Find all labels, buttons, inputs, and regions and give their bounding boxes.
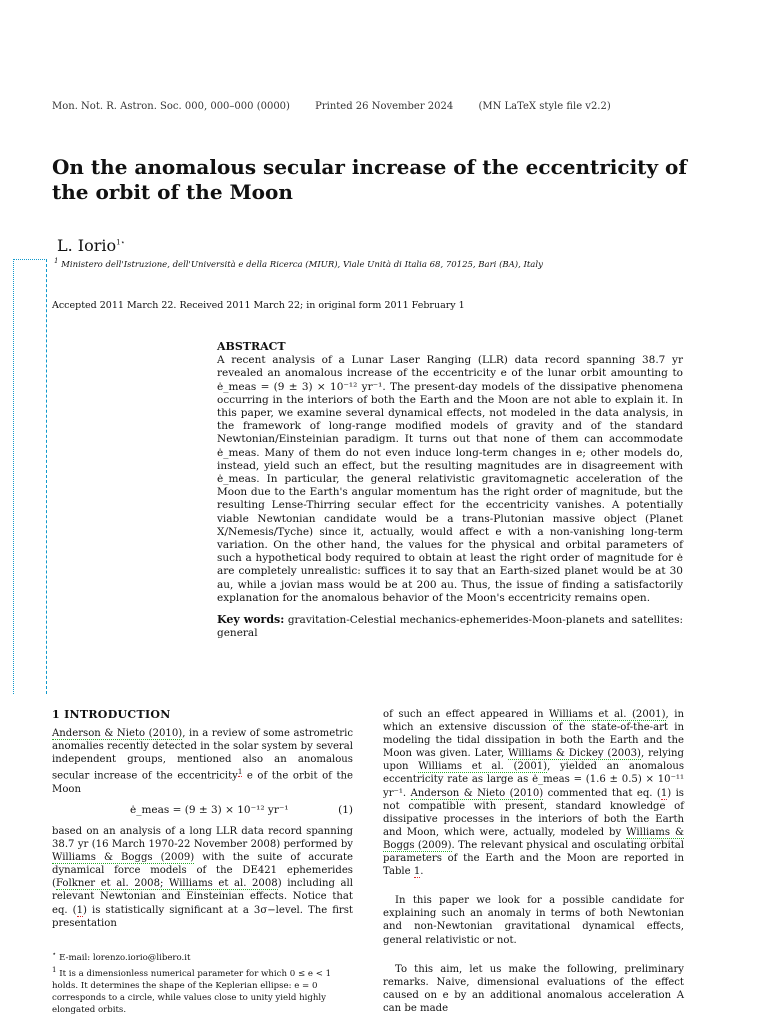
citation-link[interactable]: Williams & Boggs (2009) xyxy=(383,826,684,851)
section-heading: 1 INTRODUCTION xyxy=(52,708,171,721)
text-run: . The relevant physical and osculating orbital parameters of the Earth and the Moon are reported in Table xyxy=(383,839,684,878)
author-name: L. Iorio xyxy=(57,236,117,255)
margin-link-box[interactable] xyxy=(13,259,47,694)
equation-body: ė_meas = (9 ± 3) × 10⁻¹² yr⁻¹ xyxy=(130,803,289,816)
paper-title: On the anomalous secular increase of the eccentricity of the orbit of the Moon xyxy=(52,155,687,204)
abstract-text: A recent analysis of a Lunar Laser Ranging (LLR) data record spanning 38.7 yr revealed an anomalous increase of the eccentricity e of the lunar orbit amounting to ė_meas = (9 ± 3) × 10⁻¹² yr⁻¹. The present-day models of the dissipative phenomena occurring in the interiors of both the Earth and the Moon are not able to explain it. In this paper, we examine several dynamical effects, not modeled in the data analysis, in the framework of long-range modified models of gravity and of the standard Newtonian/Einsteinian paradigm. It turns out that none of them can accommodate ė_meas. Many of them do not even induce long-term changes in e; other models do, instead, yield such an effect, but the resulting magnitudes are in disagreement with ė_meas. In particular, the general relativistic gravitomagnetic acceleration of the Moon due to the Earth's angular momentum has the right order of magnitude, but the resulting Lense-Thirring secular effect for the eccentricity vanishes. A potentially viable Newtonian candidate would be a trans-Plutonian massive object (Planet X/Nemesis/Tyche) since it, actually, would affect e with a non-vanishing long-term variation. On the other hand, the values for the physical and orbital parameters of such a hypothetical body required to obtain at least the right order of magnitude for ė are completely unrealistic: suffices it to say that an Earth-sized planet would be at 30 au, while a jovian mass would be at 200 au. Thus, the issue of finding a satisfactorily explanation for the anomalous behavior of the Moon's eccentricity remains open. xyxy=(217,354,683,604)
equation-1 xyxy=(52,804,353,817)
citation-link[interactable]: Anderson & Nieto (2010) xyxy=(410,787,544,799)
text-run: , in a review of some astrometric anomalies recently detected in the solar system by several independent groups, mentioned also an anomalous secular increase of the eccentricity xyxy=(52,728,353,782)
text-run: based on an analysis of a long LLR data record spanning 38.7 yr (16 March 1970-22 November 2008) performed by xyxy=(52,826,353,851)
intro-paragraph-3 xyxy=(383,708,684,878)
text-run: of such an effect appeared in xyxy=(383,709,550,720)
citation-link[interactable]: Folkner et al. 2008; Williams et al. 2008 xyxy=(55,878,278,890)
accepted-dates: Accepted 2011 March 22. Received 2011 March 22; in original form 2011 February 1 xyxy=(52,300,465,311)
text-run: , relying upon xyxy=(383,748,684,773)
citation-link[interactable]: Williams et al. (2001) xyxy=(418,761,548,773)
footnotes xyxy=(52,948,353,1016)
right-column xyxy=(383,708,684,1015)
footnote-1 xyxy=(52,964,353,1016)
text-run: . xyxy=(420,866,424,878)
text-run: with the suite of accurate dynamical force models of the DE421 ephemerides ( xyxy=(52,852,353,890)
abstract xyxy=(217,340,683,640)
citation-link[interactable]: Williams et al. (2001) xyxy=(549,709,666,720)
footnote-text: E-mail: lorenzo.iorio@libero.it xyxy=(59,952,191,963)
printed-date: Printed 26 November 2024 xyxy=(315,101,454,112)
footnote-link[interactable]: 1 xyxy=(237,768,243,777)
equation-link[interactable]: 1 xyxy=(660,787,668,799)
affiliation-mark: 1 xyxy=(54,257,59,265)
running-header xyxy=(52,101,633,112)
text-run: ) including all relevant Newtonian and Einsteinian effects. Notice that eq. ( xyxy=(52,878,354,916)
affiliation-text: Ministero dell'Istruzione, dell'Università e della Ricerca (MIUR), Viale Unità di Italia 68, 70125, Bari (BA), Italy xyxy=(61,259,543,270)
abstract-heading: ABSTRACT xyxy=(217,340,286,353)
footnote-mark: 1 xyxy=(52,965,57,974)
keywords-label: Key words: xyxy=(217,613,285,627)
left-column xyxy=(52,708,353,930)
intro-paragraph-4: In this paper we look for a possible candidate for explaining such an anomaly in terms of both Newtonian and non-Newtonian gravitational dynamical effects, general relativistic or not. xyxy=(383,895,684,946)
citation-link[interactable]: Williams & Dickey (2003) xyxy=(508,748,641,760)
author-line xyxy=(57,236,125,255)
text-run: commented that eq. ( xyxy=(543,787,661,799)
journal-citation: Mon. Not. R. Astron. Soc. 000, 000–000 (0000) xyxy=(52,101,290,112)
equation-link[interactable]: 1 xyxy=(76,904,84,916)
author-marks: 1⋆ xyxy=(116,238,125,247)
affiliation xyxy=(54,257,714,270)
text-run: e of the orbit of the Moon xyxy=(52,770,353,795)
footnote-text: It is a dimensionless numerical parameter for which 0 ≤ e < 1 holds. It determines the shape of the Keplerian ellipse: e = 0 corresponds to a circle, while values close to unity yield highly elongated orbits. xyxy=(52,968,332,1015)
intro-paragraph-1 xyxy=(52,727,353,796)
keywords xyxy=(217,613,683,640)
footnote-email xyxy=(52,948,353,964)
style-file: (MN LaTeX style file v2.2) xyxy=(478,101,611,112)
footnote-mark: ⋆ xyxy=(52,950,57,958)
text-run: ) is statistically significant at a 3σ−level. The first presentation xyxy=(52,904,353,929)
intro-paragraph-2 xyxy=(52,825,353,930)
intro-paragraph-5: To this aim, let us make the following, preliminary remarks. Naive, dimensional evaluations of the effect caused on e by an additional anomalous acceleration A can be made xyxy=(383,963,684,1014)
keywords-text: gravitation-Celestial mechanics-ephemerides-Moon-planets and satellites: general xyxy=(217,614,683,640)
equation-number: (1) xyxy=(338,803,353,816)
table-link[interactable]: 1 xyxy=(413,866,421,878)
text-run: , in which an extensive discussion of the state-of-the-art in modeling the tidal dissipation in both the Earth and the Moon was given. Later, xyxy=(383,709,684,760)
text-run: ) is not compatible with present, standard knowledge of dissipative processes in the interiors of both the Earth and Moon, which were, actually, modeled by xyxy=(383,787,684,838)
citation-link[interactable]: Williams & Boggs (2009) xyxy=(52,852,195,864)
text-run: , yielded an anomalous eccentricity rate as large as ė_meas = (1.6 ± 0.5) × 10⁻¹¹ yr⁻¹. xyxy=(383,761,685,799)
citation-link[interactable]: Anderson & Nieto (2010) xyxy=(52,728,183,740)
